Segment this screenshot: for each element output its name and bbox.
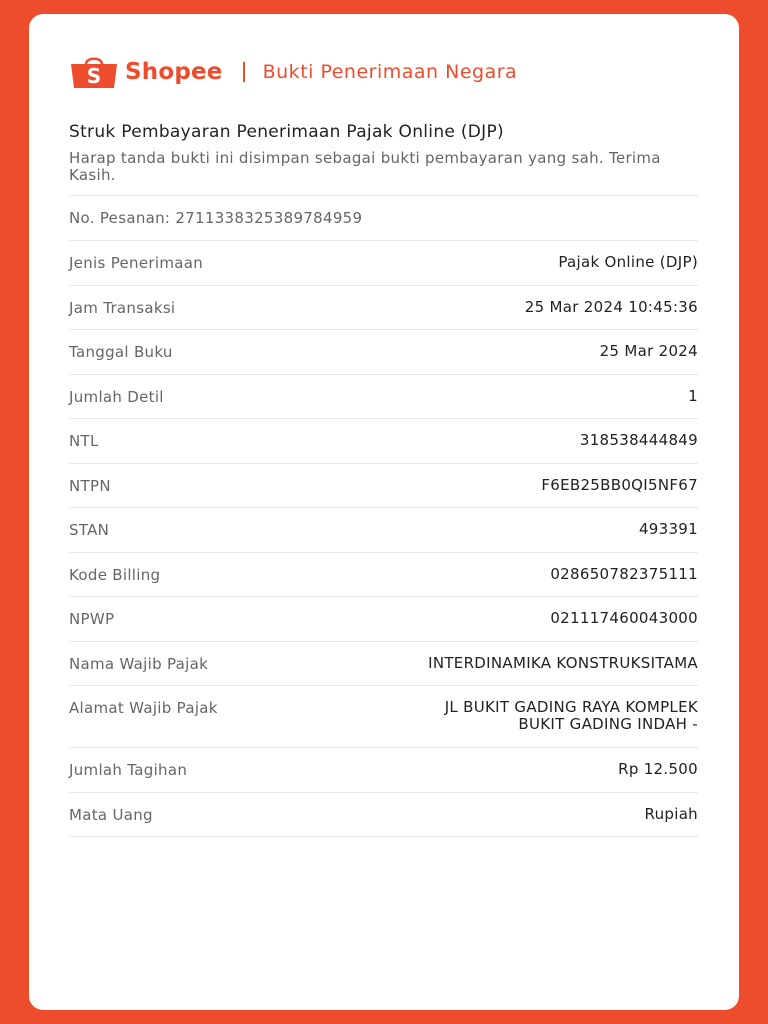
svg-text:S: S <box>86 64 102 88</box>
detail-row-jenis-penerimaan <box>69 241 698 286</box>
detail-value: 318538444849 <box>579 431 698 449</box>
detail-row-mata-uang <box>69 793 698 838</box>
receipt-title: Struk Pembayaran Penerimaan Pajak Online (DJP) <box>69 122 504 142</box>
detail-label: Kode Billing <box>69 565 161 584</box>
detail-label: Jenis Penerimaan <box>69 254 204 272</box>
detail-row-nama-wajib-pajak <box>69 642 698 687</box>
detail-row-kode-billing <box>69 553 698 598</box>
detail-row-jam-transaksi <box>69 286 698 331</box>
detail-label: Jam Transaksi <box>69 298 176 317</box>
detail-value: JL BUKIT GADING RAYA KOMPLEK BUKIT GADING INDAH - <box>444 698 698 733</box>
detail-value: 493391 <box>638 520 698 538</box>
detail-list <box>69 241 698 837</box>
detail-value: INTERDINAMIKA KONSTRUKSITAMA <box>428 653 698 672</box>
detail-row-jumlah-tagihan <box>69 748 698 793</box>
detail-row-ntpn <box>69 464 698 509</box>
detail-value: Rupiah <box>644 804 698 823</box>
detail-row-tanggal-buku <box>69 330 698 375</box>
detail-row-ntl <box>69 419 698 464</box>
document-type: Bukti Penerimaan Negara <box>262 61 518 83</box>
detail-label: Tanggal Buku <box>69 343 173 361</box>
detail-label: Alamat Wajib Pajak <box>69 699 218 717</box>
detail-row-npwp <box>69 597 698 642</box>
detail-value: 25 Mar 2024 <box>599 342 698 360</box>
detail-row-alamat-wajib-pajak <box>69 686 698 748</box>
detail-label: Jumlah Detil <box>69 387 164 406</box>
brand-header <box>69 52 698 92</box>
detail-label: Mata Uang <box>69 805 153 824</box>
detail-row-jumlah-detil <box>69 375 698 420</box>
detail-value: 028650782375111 <box>550 564 698 583</box>
detail-value: F6EB25BB0QI5NF67 <box>541 475 698 494</box>
detail-value: Pajak Online (DJP) <box>558 253 698 271</box>
receipt-card <box>29 14 739 1010</box>
detail-label: NTPN <box>69 476 111 495</box>
brand-name: Shopee <box>125 59 223 85</box>
receipt-note: Harap tanda bukti ini disimpan sebagai bukti pembayaran yang sah. Terima Kasih. <box>69 150 698 196</box>
detail-label: Nama Wajib Pajak <box>69 654 209 673</box>
detail-value: 1 <box>688 386 698 405</box>
shopping-bag-icon <box>69 55 119 89</box>
detail-label: NTL <box>69 432 99 450</box>
detail-value: Rp 12.500 <box>618 760 698 778</box>
detail-value: 25 Mar 2024 10:45:36 <box>524 297 698 316</box>
detail-label: Jumlah Tagihan <box>69 761 188 779</box>
brand-divider <box>243 62 245 82</box>
detail-row-stan <box>69 508 698 553</box>
detail-label: NPWP <box>69 610 115 628</box>
detail-value: 021117460043000 <box>550 609 698 627</box>
detail-label: STAN <box>69 521 110 539</box>
order-number: No. Pesanan: 2711338325389784959 <box>69 196 698 241</box>
